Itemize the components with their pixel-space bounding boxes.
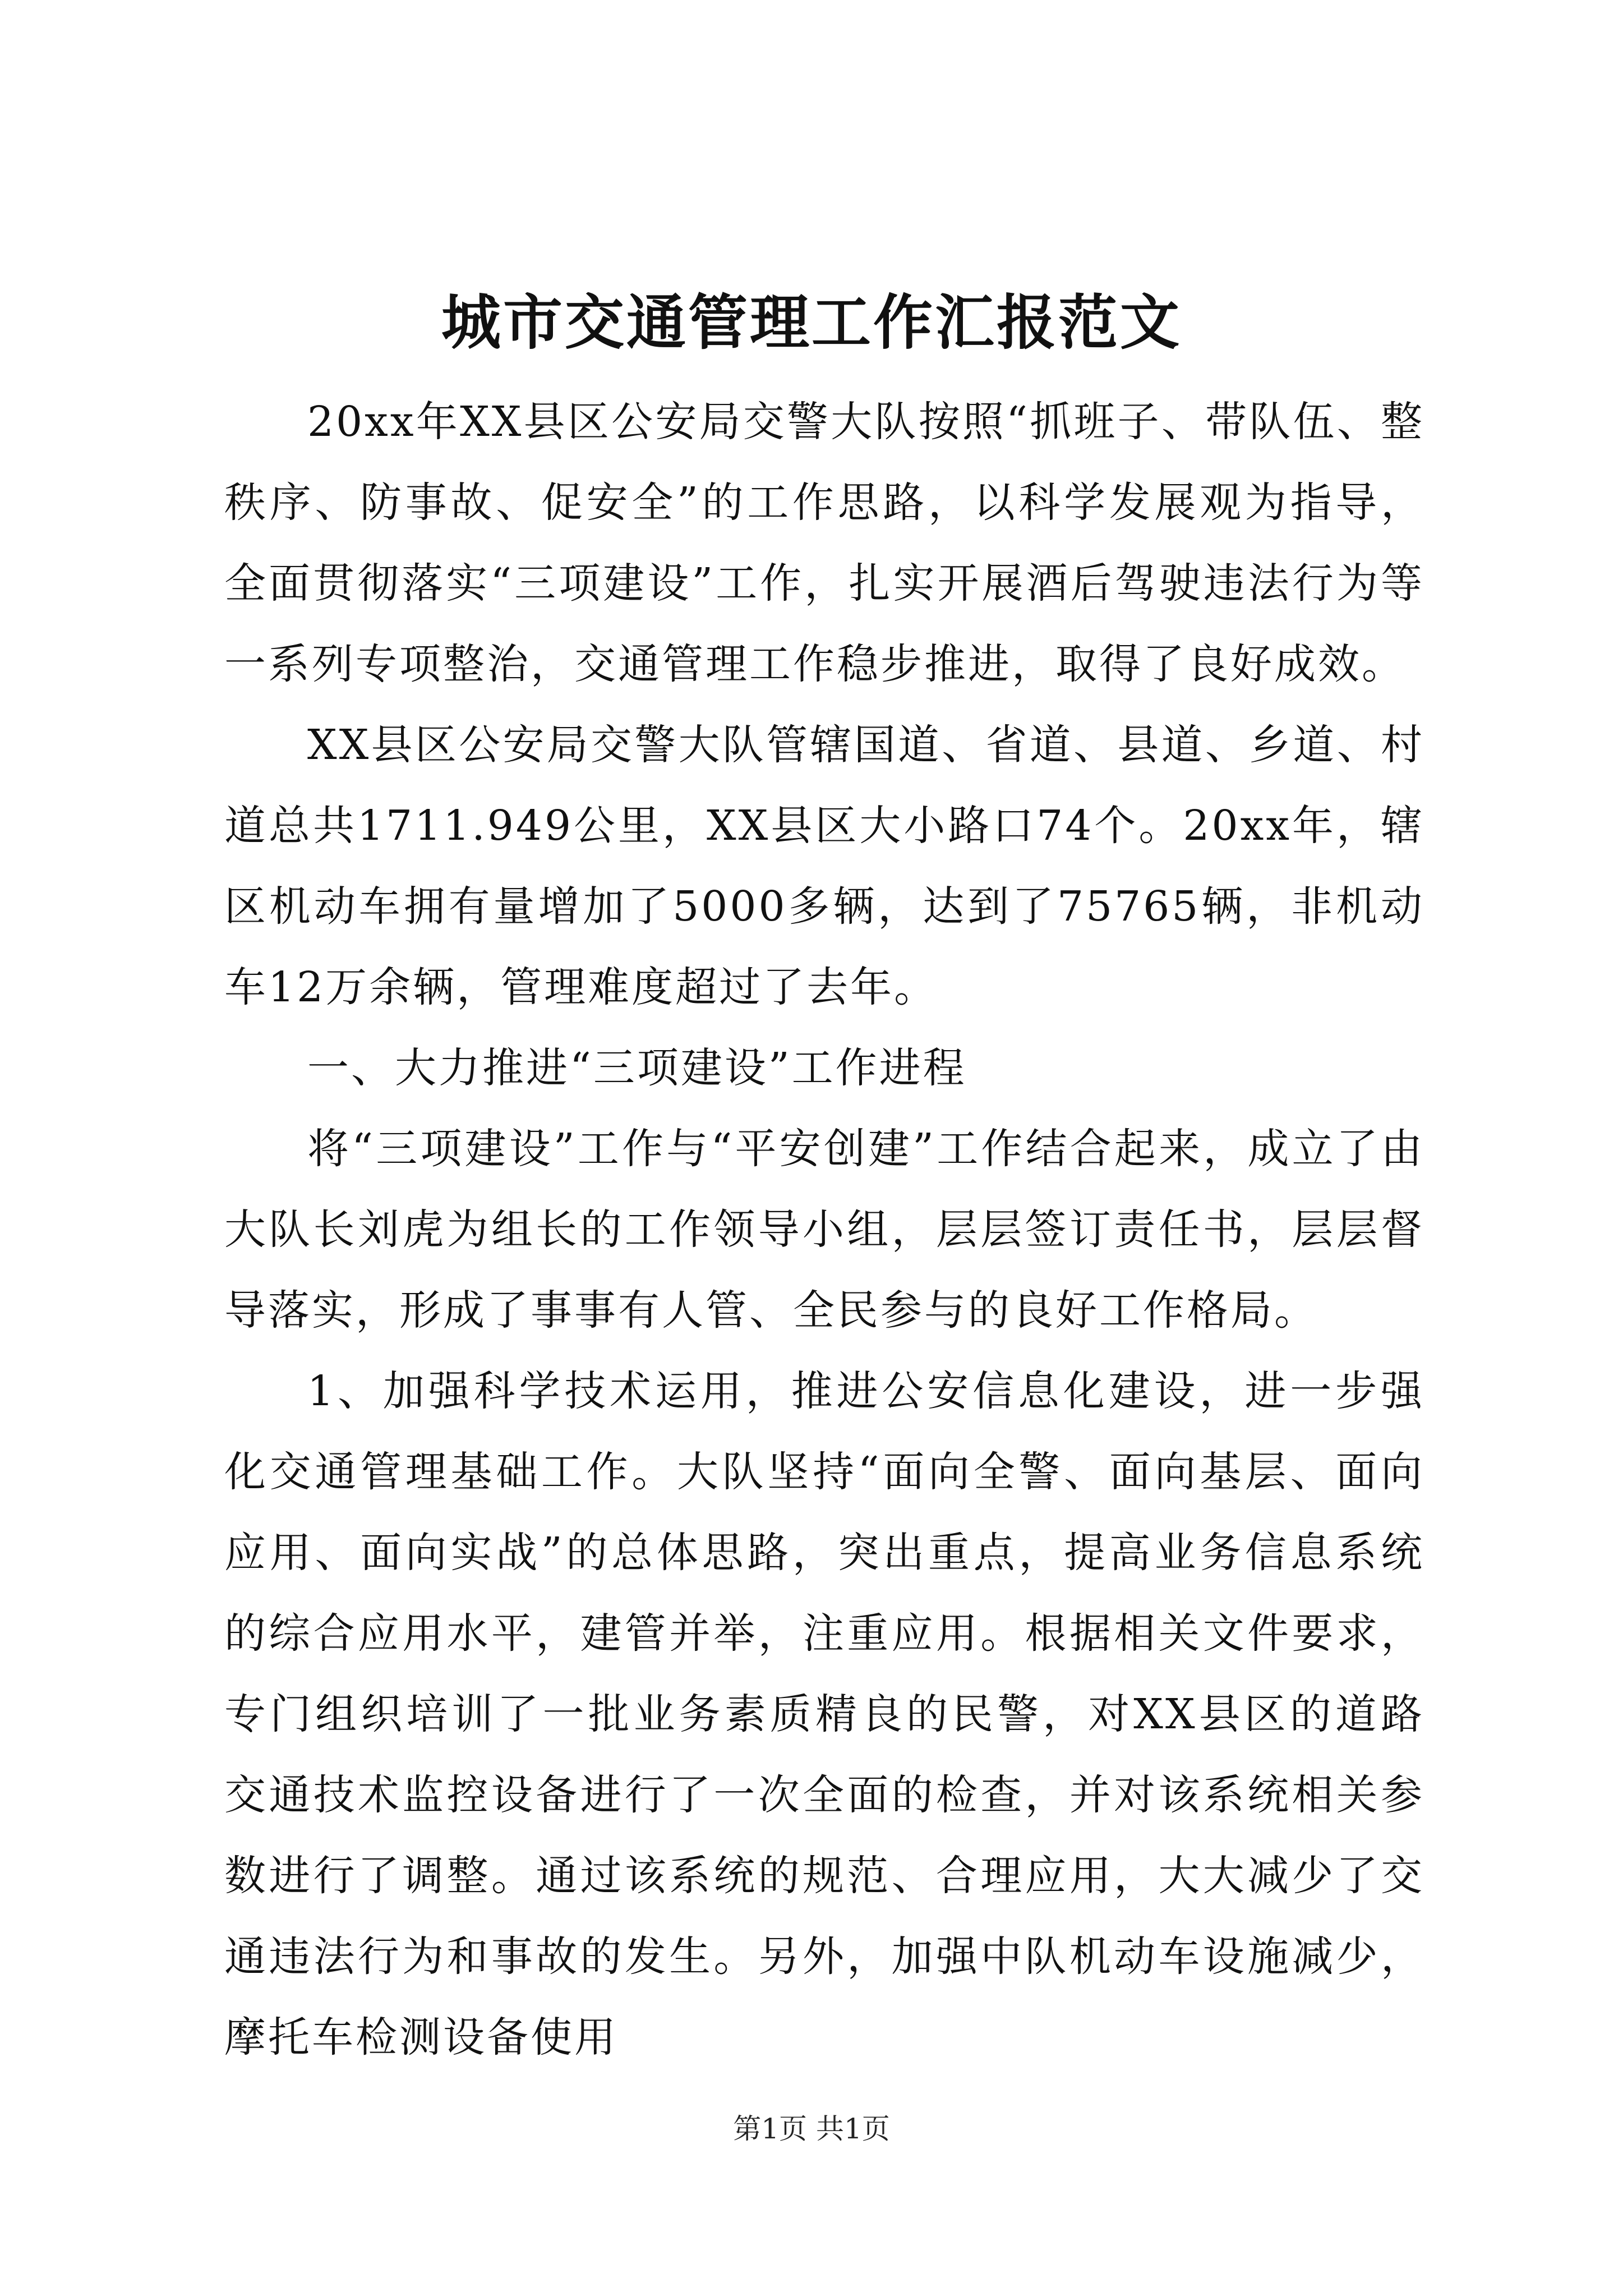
document-body <box>224 381 1424 2078</box>
document-title: 城市交通管理工作汇报范文 <box>441 287 1182 357</box>
page-footer: 第1页 共1页 <box>733 2113 890 2145</box>
section-heading-1: 一、大力推进“三项建设”工作进程 <box>307 1044 967 1092</box>
paragraph-intro: 20xx年XX县区公安局交警大队按照“抓班子、带队伍、整秩序、防事故、促安全”的工作思路，以科学发展观为指导，全面贯彻落实“三项建设”工作，扎实开展酒后驾驶违法行为等一系列专项整治，交通管理工作稳步推进，取得了良好成效。 <box>224 398 1424 688</box>
paragraph-jurisdiction: XX县区公安局交警大队管辖国道、省道、县道、乡道、村道总共1711.949公里，XX县区大小路口74个。20xx年，辖区机动车拥有量增加了5000多辆，达到了75765辆，非机动车12万余辆，管理难度超过了去年。 <box>224 721 1424 1011</box>
paragraph-leadership: 将“三项建设”工作与“平安创建”工作结合起来，成立了由大队长刘虎为组长的工作领导小组，层层签订责任书，层层督导落实，形成了事事有人管、全民参与的良好工作格局。 <box>224 1125 1424 1335</box>
paragraph-technology: 1、加强科学技术运用，推进公安信息化建设，进一步强化交通管理基础工作。大队坚持“面向全警、面向基层、面向应用、面向实战”的总体思路，突出重点，提高业务信息系统的综合应用水平，建管并举，注重应用。根据相关文件要求，专门组织培训了一批业务素质精良的民警，对XX县区的道路交通技术监控设备进行了一次全面的检查，并对该系统相关参数进行了调整。通过该系统的规范、合理应用，大大减少了交通违法行为和事故的发生。另外，加强中队机动车设施减少，摩托车检测设备使用 <box>224 1367 1424 2062</box>
